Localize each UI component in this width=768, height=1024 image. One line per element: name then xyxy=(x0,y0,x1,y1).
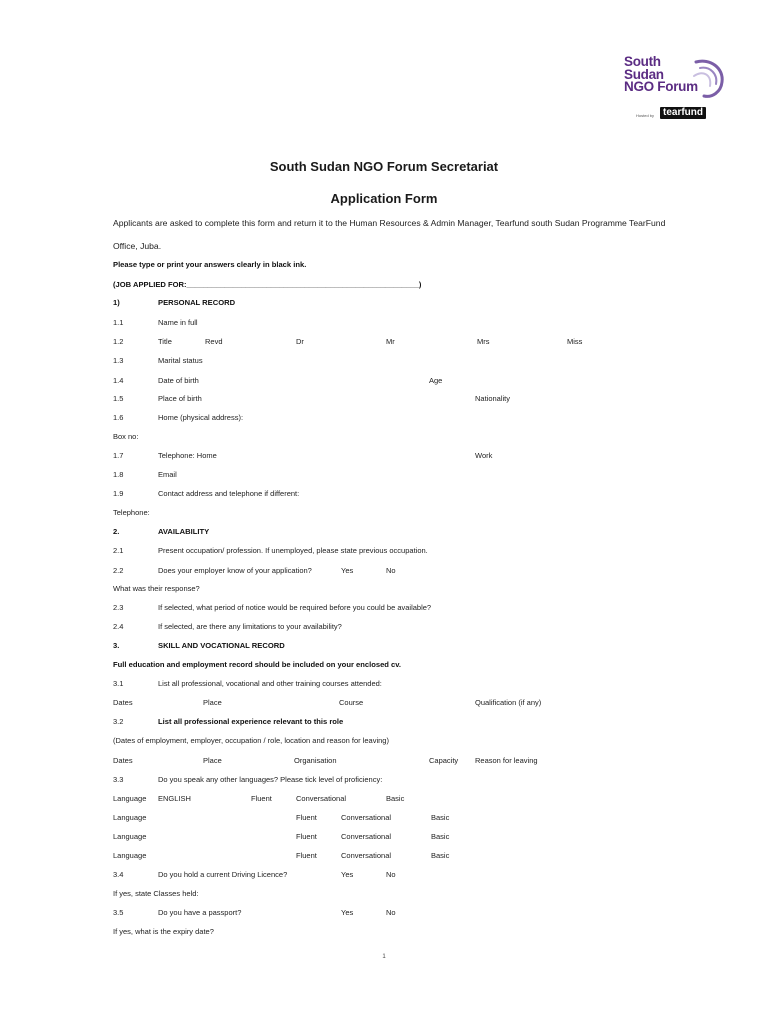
row-number: 1.4 xyxy=(113,376,124,385)
training-courses-label: List all professional, vocational and other training courses attended: xyxy=(158,679,382,688)
title-option-dr[interactable]: Dr xyxy=(296,337,304,346)
experience-col-capacity: Capacity xyxy=(429,756,459,765)
intro-line-2: Office, Juba. xyxy=(113,241,162,251)
form-title: Application Form xyxy=(330,191,438,206)
logo-hosted-by: Hosted by xyxy=(636,113,655,118)
employer-knows-label: Does your employer know of your application? xyxy=(158,566,312,575)
place-of-birth-label: Place of birth xyxy=(158,394,202,403)
passport-no-option[interactable]: No xyxy=(386,908,396,917)
title-option-revd[interactable]: Revd xyxy=(205,337,223,346)
language-basic-option[interactable]: Basic xyxy=(431,813,450,822)
row-number: 1.7 xyxy=(113,451,124,460)
language-label: Language xyxy=(113,832,147,841)
title-option-mr[interactable]: Mr xyxy=(386,337,395,346)
driving-licence-yes-option[interactable]: Yes xyxy=(341,870,354,879)
driving-licence-label: Do you hold a current Driving Licence? xyxy=(158,870,288,879)
age-label: Age xyxy=(429,376,443,385)
section-2-heading: AVAILABILITY xyxy=(158,527,210,536)
title-option-miss[interactable]: Miss xyxy=(567,337,583,346)
row-number: 2.1 xyxy=(113,546,124,555)
cv-note: Full education and employment record should be included on your enclosed cv. xyxy=(113,660,402,669)
notice-period-label: If selected, what period of notice would be required before you could be available? xyxy=(158,603,432,612)
telephone-home-label: Telephone: Home xyxy=(158,451,217,460)
intro-line-1: Applicants are asked to complete this form and return it to the Human Resources & Admin Manager, Tearfund south Sudan Programme TearFund xyxy=(113,218,666,228)
languages-label: Do you speak any other languages? Please tick level of proficiency: xyxy=(158,775,383,784)
row-number: 3.4 xyxy=(113,870,124,879)
passport-expiry-label: If yes, what is the expiry date? xyxy=(113,927,214,936)
job-applied-for-field[interactable]: (JOB APPLIED FOR:_______________________________________________________) xyxy=(113,280,422,289)
telephone-label: Telephone: xyxy=(113,508,150,517)
language-conversational-option[interactable]: Conversational xyxy=(341,832,392,841)
row-number: 1.2 xyxy=(113,337,124,346)
row-number: 1.6 xyxy=(113,413,124,422)
language-basic-option[interactable]: Basic xyxy=(431,832,450,841)
language-fluent-option[interactable]: Fluent xyxy=(251,794,272,803)
experience-col-dates: Dates xyxy=(113,756,133,765)
section-3-heading: SKILL AND VOCATIONAL RECORD xyxy=(158,641,285,650)
row-number: 3.5 xyxy=(113,908,124,917)
language-fluent-option[interactable]: Fluent xyxy=(296,832,317,841)
language-basic-option[interactable]: Basic xyxy=(386,794,405,803)
box-no-label: Box no: xyxy=(113,432,139,441)
section-2-number: 2. xyxy=(113,527,120,536)
page-number: 1 xyxy=(382,954,386,960)
row-number: 3.2 xyxy=(113,717,124,726)
training-col-qualification: Qualification (if any) xyxy=(475,698,542,707)
experience-note: (Dates of employment, employer, occupation / role, location and reason for leaving) xyxy=(113,736,389,745)
experience-col-place: Place xyxy=(203,756,222,765)
section-1-heading: PERSONAL RECORD xyxy=(158,298,236,307)
language-label: Language xyxy=(113,813,147,822)
language-name: ENGLISH xyxy=(158,794,191,803)
language-basic-option[interactable]: Basic xyxy=(431,851,450,860)
driving-licence-no-option[interactable]: No xyxy=(386,870,396,879)
passport-yes-option[interactable]: Yes xyxy=(341,908,354,917)
page-title: South Sudan NGO Forum Secretariat xyxy=(269,159,499,174)
training-col-course: Course xyxy=(339,698,364,707)
row-number: 2.2 xyxy=(113,566,124,575)
ngo-forum-logo xyxy=(620,56,720,122)
language-conversational-option[interactable]: Conversational xyxy=(341,851,392,860)
section-1-number: 1) xyxy=(113,298,120,307)
training-col-dates: Dates xyxy=(113,698,133,707)
email-label: Email xyxy=(158,470,177,479)
home-address-label: Home (physical address): xyxy=(158,413,244,422)
title-option-mrs[interactable]: Mrs xyxy=(477,337,490,346)
employer-knows-yes-option[interactable]: Yes xyxy=(341,566,354,575)
nationality-label: Nationality xyxy=(475,394,511,403)
availability-limitations-label: If selected, are there any limitations to your availability? xyxy=(158,622,342,631)
row-number: 2.4 xyxy=(113,622,124,631)
training-col-place: Place xyxy=(203,698,222,707)
marital-status-label: Marital status xyxy=(158,356,203,365)
row-number: 1.9 xyxy=(113,489,124,498)
telephone-work-label: Work xyxy=(475,451,493,460)
date-of-birth-label: Date of birth xyxy=(158,376,199,385)
instruction-text: Please type or print your answers clearly in black ink. xyxy=(113,260,307,269)
language-fluent-option[interactable]: Fluent xyxy=(296,851,317,860)
experience-col-organisation: Organisation xyxy=(294,756,337,765)
row-number: 1.8 xyxy=(113,470,124,479)
row-number: 1.5 xyxy=(113,394,124,403)
row-number: 1.3 xyxy=(113,356,124,365)
tearfund-badge: tearfund xyxy=(660,107,706,119)
row-number: 2.3 xyxy=(113,603,124,612)
language-label: Language xyxy=(113,794,147,803)
present-occupation-label: Present occupation/ profession. If unemployed, please state previous occupation. xyxy=(158,546,428,555)
language-fluent-option[interactable]: Fluent xyxy=(296,813,317,822)
professional-experience-label: List all professional experience relevant to this role xyxy=(158,717,344,726)
row-number: 1.1 xyxy=(113,318,124,327)
language-conversational-option[interactable]: Conversational xyxy=(341,813,392,822)
employer-response-label: What was their response? xyxy=(113,584,200,593)
title-label: Title xyxy=(158,337,172,346)
licence-classes-label: If yes, state Classes held: xyxy=(113,889,199,898)
row-number: 3.1 xyxy=(113,679,124,688)
employer-knows-no-option[interactable]: No xyxy=(386,566,396,575)
name-in-full-label: Name in full xyxy=(158,318,198,327)
logo-wordmark: South Sudan NGO Forum xyxy=(624,54,698,94)
section-3-number: 3. xyxy=(113,641,120,650)
row-number: 3.3 xyxy=(113,775,124,784)
passport-label: Do you have a passport? xyxy=(158,908,242,917)
experience-col-reason: Reason for leaving xyxy=(475,756,538,765)
language-conversational-option[interactable]: Conversational xyxy=(296,794,347,803)
contact-address-label: Contact address and telephone if different: xyxy=(158,489,300,498)
language-label: Language xyxy=(113,851,147,860)
